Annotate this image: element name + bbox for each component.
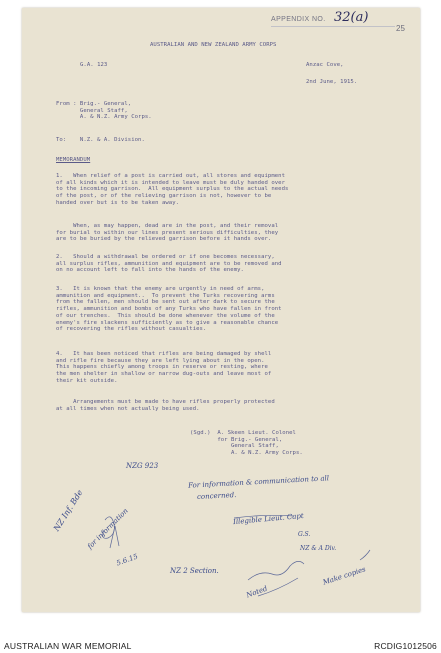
handwritten-date: 5.6.15 [115,552,139,568]
handwritten-gs: G.S. [298,531,311,538]
paragraph-1: 1. When relief of a post is carried out, all stores and equipment of all kinds which it is intended to leave must be duly handed over to the incoming garrison. All equipment surplus to the actual needs of the post, or of the relieving garrison is not, however to be handed over but is to be taken away. [56,173,289,206]
to-line: To: N.Z. & A. Division. [56,137,145,143]
paragraph-2: 2. Should a withdrawal be ordered or if one becomes necessary, all surplus rifles, ammunition and equipment are to be removed and on no account left to fall into the hands of the enemy. [56,254,282,274]
document-heading: AUSTRALIAN AND NEW ZEALAND ARMY CORPS [150,42,277,48]
paragraph-4: 4. It has been noticed that rifles are being damaged by shell and rifle fire because they are left lying about in the open. This happens chiefly among troops in reserve or resting, where the men shelter in shallow or narrow dug-outs and leave most of their kit outside. [56,351,272,384]
paragraph-1b: When, as may happen, dead are in the post, and their removal for burial to within our lines present serious difficulties, they are to be buried by the relieved garrison before it hands over. [56,223,279,243]
handwritten-instruction: Make copies [321,565,367,587]
handwritten-division: NZ & A Div. [300,545,337,552]
signature-block: (Sgd.) A. Skeen Lieut. Colonel for Brig.- General, General Staff, A. & N.Z. Army Corps. [190,430,303,457]
appendix-label: APPENDIX NO. [271,16,326,23]
handwritten-note-line1: For information & communication to all [187,474,330,490]
footer-source: AUSTRALIAN WAR MEMORIAL [4,641,132,651]
handwritten-margin-note-1: NZ Inf. Bde [52,488,85,533]
place-line: Anzac Cove, [306,62,344,68]
handwritten-margin-note-2: for information [86,506,130,551]
paragraph-3: 3. It is known that the enemy are urgently in need of arms, ammunition and equipment.. To prevent the Turks recovering arms from the fallen, men should be sent out after dark to secure the rifles, ammunition and bombs of any Turks who have fallen in front of our trenches. This should be done whenever the volume of the enemy's fire slackens sufficiently as to give a reasonable chance of recovering the rifles without casualties. [56,286,282,333]
date-line: 2nd June, 1915. [306,79,358,85]
page-number: 25 [396,24,405,33]
handwritten-section: NZ 2 Section. [170,567,219,575]
memorandum-label: MEMORANDUM [56,157,91,163]
reference-number: G.A. 123 [80,62,108,68]
handwritten-note-line2: concerned. [196,490,237,502]
appendix-number: 32(a) [334,10,369,25]
handwritten-reference: NZG 923 [126,462,159,470]
footer-record-id: RCDIG1012506 [374,641,437,651]
handwritten-signature: Illegible Lieut. Capt [232,511,305,527]
handwritten-noted: Noted [245,584,269,600]
appendix-stamp [271,10,395,27]
from-block: From : Brig.- General, General Staff, A. & N.Z. Army Corps. [56,101,152,121]
paragraph-5: Arrangements must be made to have rifles properly protected at all times when not actually being used. [56,399,275,412]
